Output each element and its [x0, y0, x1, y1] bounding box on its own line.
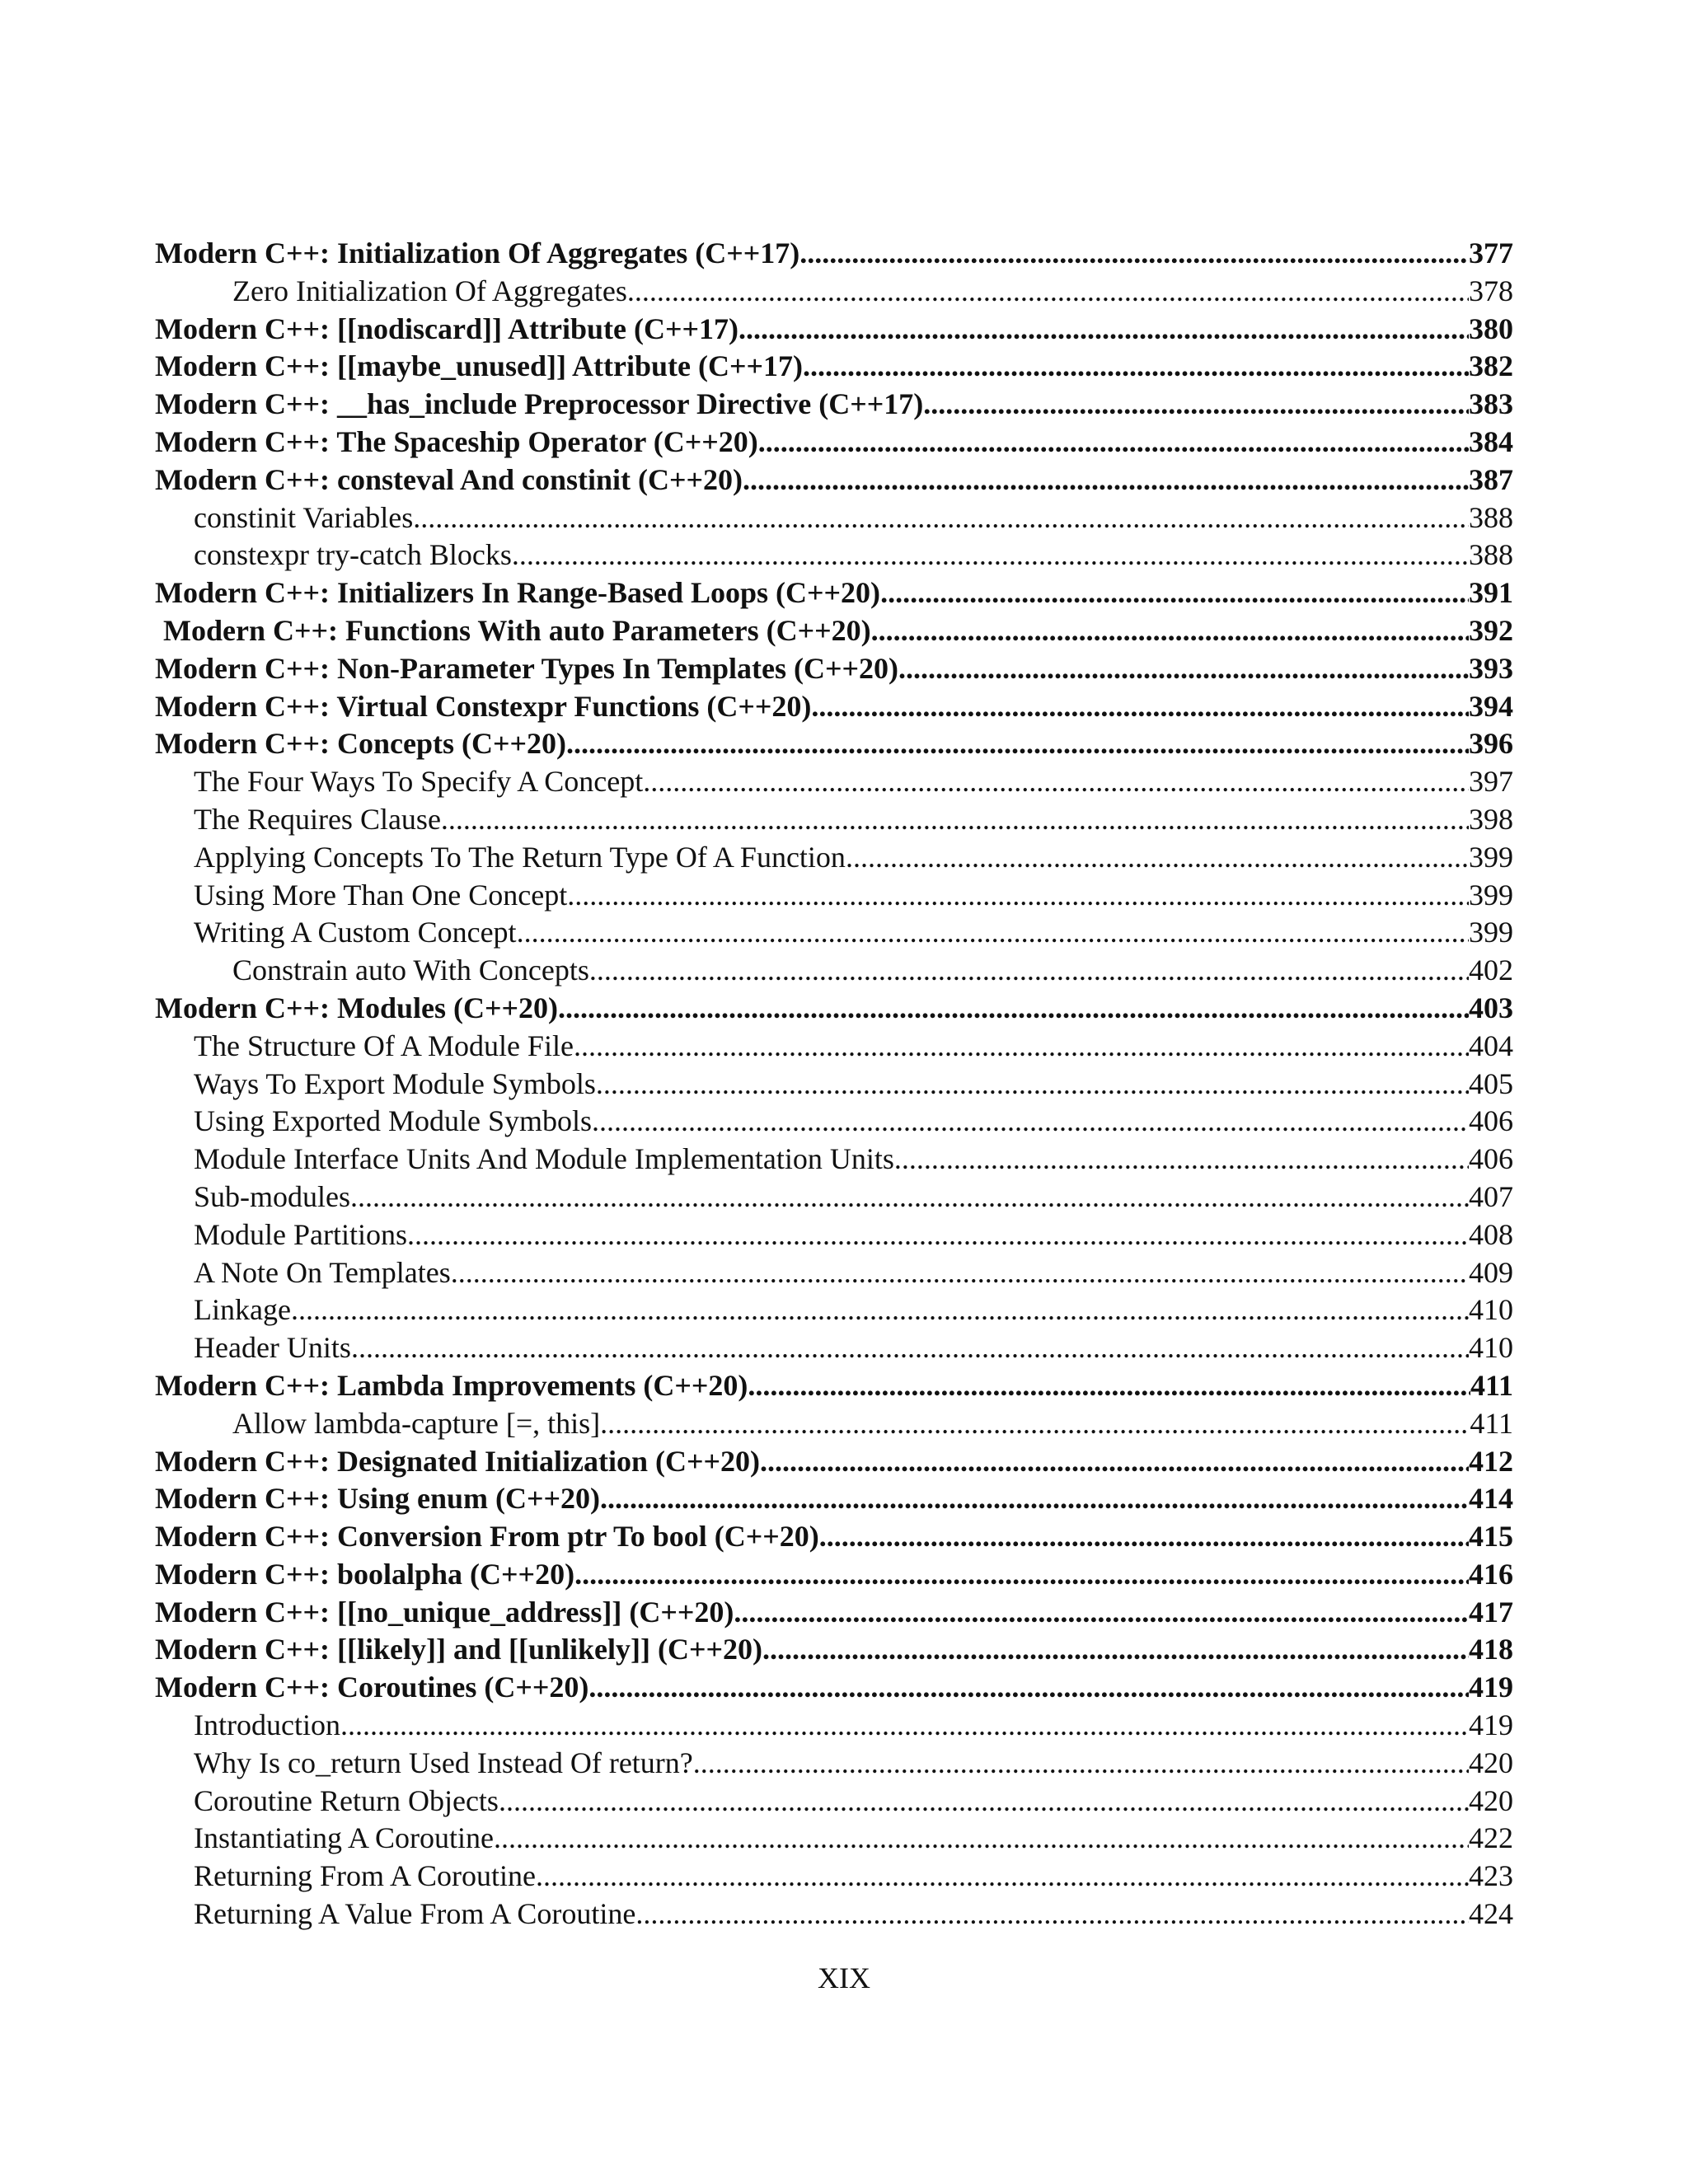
dot-leader — [758, 424, 1469, 462]
toc-entry-page: 420 — [1469, 1746, 1513, 1779]
dot-leader — [340, 1707, 1469, 1745]
toc-entry[interactable] — [155, 1556, 1513, 1594]
dot-leader — [566, 725, 1469, 763]
dot-leader — [898, 650, 1469, 688]
dot-leader — [762, 1631, 1469, 1669]
toc-entry-page: 414 — [1469, 1482, 1513, 1516]
dot-leader — [643, 763, 1469, 801]
toc-entry[interactable] — [155, 499, 1513, 537]
toc-entry[interactable] — [155, 1518, 1513, 1556]
toc-entry[interactable] — [155, 725, 1513, 763]
toc-entry-page: 407 — [1469, 1179, 1513, 1213]
toc-entry-title: Modern C++: [[nodiscard]] Attribute (C++17) — [155, 312, 738, 345]
toc-entry-title: Returning From A Coroutine — [194, 1859, 537, 1893]
dot-leader — [567, 877, 1469, 915]
toc-entry[interactable] — [155, 1405, 1513, 1443]
toc-entry-title: Using Exported Module Symbols — [194, 1104, 592, 1138]
dot-leader — [494, 1820, 1469, 1858]
toc-entry-title: Modern C++: [[maybe_unused]] Attribute (C++17) — [155, 349, 803, 383]
toc-entry-page: 420 — [1469, 1783, 1513, 1817]
toc-entry[interactable] — [155, 1858, 1513, 1896]
dot-leader — [748, 1367, 1470, 1405]
toc-entry[interactable] — [155, 537, 1513, 574]
toc-entry[interactable] — [155, 688, 1513, 726]
toc-entry[interactable] — [155, 1745, 1513, 1783]
dot-leader — [880, 574, 1469, 612]
toc-entry-page: 409 — [1469, 1255, 1513, 1289]
toc-entry-title: Instantiating A Coroutine — [194, 1821, 494, 1855]
toc-entry-page: 382 — [1469, 349, 1513, 383]
dot-leader — [923, 386, 1469, 424]
toc-entry-page: 402 — [1469, 954, 1513, 987]
dot-leader — [734, 1594, 1469, 1632]
toc-entry-title: Using More Than One Concept — [194, 878, 568, 912]
toc-entry-page: 406 — [1469, 1104, 1513, 1138]
toc-entry-page: 383 — [1469, 387, 1513, 421]
toc-entry[interactable] — [155, 1254, 1513, 1292]
toc-entry-page: 408 — [1469, 1217, 1513, 1251]
toc-entry-title: Modern C++: Conversion From ptr To bool (C++20) — [155, 1520, 819, 1554]
toc-entry-page: 412 — [1469, 1444, 1513, 1478]
dot-leader — [799, 235, 1469, 273]
dot-leader — [574, 1028, 1469, 1066]
toc-entry-title: Constrain auto With Concepts — [232, 954, 589, 987]
toc-entry[interactable] — [155, 1896, 1513, 1933]
dot-leader — [413, 499, 1469, 537]
dot-leader — [760, 1443, 1469, 1481]
toc-entry-title: Modern C++: Lambda Improvements (C++20) — [155, 1368, 748, 1402]
dot-leader — [811, 688, 1469, 726]
toc-entry-title: constinit Variables — [194, 500, 414, 534]
toc-entry-title: Returning A Value From A Coroutine — [194, 1897, 636, 1931]
dot-leader — [635, 1896, 1469, 1933]
toc-entry-page: 411 — [1470, 1406, 1513, 1440]
toc-entry-title: Header Units — [194, 1331, 351, 1365]
toc-entry-page: 398 — [1469, 802, 1513, 836]
toc-entry[interactable] — [155, 424, 1513, 462]
toc-entry[interactable] — [155, 1103, 1513, 1141]
dot-leader — [596, 1066, 1469, 1104]
table-of-contents — [155, 235, 1513, 1933]
dot-leader — [517, 914, 1469, 952]
toc-entry[interactable] — [155, 1367, 1513, 1405]
toc-entry[interactable] — [155, 1443, 1513, 1481]
dot-leader — [592, 1103, 1469, 1141]
toc-entry-title: constexpr try-catch Blocks — [194, 538, 512, 572]
toc-entry-title: The Structure Of A Module File — [194, 1029, 574, 1062]
toc-entry[interactable] — [155, 990, 1513, 1028]
toc-entry[interactable] — [155, 1820, 1513, 1858]
toc-entry-title: Modern C++: Concepts (C++20) — [155, 727, 566, 761]
toc-entry-title: Modern C++: Designated Initialization (C++20) — [155, 1444, 761, 1478]
toc-entry-page: 384 — [1469, 424, 1513, 458]
toc-entry-title: The Requires Clause — [194, 802, 441, 836]
toc-entry-page: 387 — [1469, 462, 1513, 496]
toc-entry-title: Modern C++: [[likely]] and [[unlikely]] (C++20) — [155, 1633, 762, 1666]
dot-leader — [600, 1480, 1469, 1518]
dot-leader — [536, 1858, 1469, 1896]
toc-entry-page: 415 — [1469, 1520, 1513, 1554]
toc-entry-title: Modern C++: Initializers In Range-Based Loops (C++20) — [155, 576, 881, 610]
toc-entry-page: 399 — [1469, 878, 1513, 912]
toc-entry-title: Writing A Custom Concept — [194, 916, 517, 949]
toc-entry-page: 424 — [1469, 1897, 1513, 1931]
toc-entry-title: Module Partitions — [194, 1217, 407, 1251]
toc-entry[interactable] — [155, 1631, 1513, 1669]
toc-entry-title: Modern C++: consteval And constinit (C++20) — [155, 462, 743, 496]
dot-leader — [693, 1745, 1469, 1783]
toc-entry-page: 417 — [1469, 1595, 1513, 1629]
toc-entry[interactable] — [155, 574, 1513, 612]
dot-leader — [291, 1291, 1469, 1329]
toc-entry[interactable] — [155, 952, 1513, 990]
toc-entry[interactable] — [155, 763, 1513, 801]
toc-entry-page: 396 — [1469, 727, 1513, 761]
toc-entry-title: Modern C++: Non-Parameter Types In Templates (C++20) — [155, 651, 898, 685]
toc-entry[interactable] — [155, 1783, 1513, 1821]
dot-leader — [350, 1179, 1469, 1216]
dot-leader — [499, 1783, 1469, 1821]
toc-entry[interactable] — [155, 1216, 1513, 1254]
toc-entry-title: Modern C++: Initialization Of Aggregates (C++17) — [155, 237, 800, 269]
toc-entry-title: Applying Concepts To The Return Type Of A Function — [194, 840, 846, 874]
toc-entry[interactable] — [155, 386, 1513, 424]
toc-entry-page: 419 — [1469, 1708, 1513, 1742]
toc-entry-page: 405 — [1469, 1066, 1513, 1100]
toc-entry-page: 393 — [1469, 651, 1513, 685]
toc-entry-page: 410 — [1469, 1293, 1513, 1327]
toc-entry[interactable] — [155, 877, 1513, 915]
toc-entry-title: Sub-modules — [194, 1179, 351, 1213]
toc-entry-title: Allow lambda-capture [=, this] — [232, 1406, 601, 1440]
toc-entry[interactable] — [155, 839, 1513, 877]
toc-entry-title: Zero Initialization Of Aggregates — [232, 274, 627, 307]
dot-leader — [803, 348, 1469, 386]
dot-leader — [451, 1254, 1469, 1292]
toc-entry-page: 419 — [1469, 1671, 1513, 1704]
dot-leader — [574, 1556, 1469, 1594]
toc-entry-page: 416 — [1469, 1557, 1513, 1591]
toc-entry[interactable] — [155, 650, 1513, 688]
toc-entry-page: 380 — [1469, 312, 1513, 345]
toc-entry[interactable] — [155, 1594, 1513, 1632]
dot-leader — [738, 311, 1469, 349]
toc-entry-title: Modern C++: Virtual Constexpr Functions (C++20) — [155, 689, 812, 723]
toc-entry-title: Modern C++: Using enum (C++20) — [155, 1482, 601, 1516]
toc-entry-page: 378 — [1469, 274, 1513, 307]
toc-entry-page: 399 — [1469, 916, 1513, 949]
toc-entry[interactable] — [155, 1179, 1513, 1216]
dot-leader — [743, 462, 1469, 499]
toc-entry-page: 388 — [1469, 538, 1513, 572]
toc-entry-title: The Four Ways To Specify A Concept — [194, 765, 644, 799]
dot-leader — [588, 1669, 1469, 1707]
dot-leader — [600, 1405, 1470, 1443]
toc-entry-page: 397 — [1469, 765, 1513, 799]
toc-entry-title: Modern C++: The Spaceship Operator (C++20) — [155, 424, 758, 458]
toc-entry-page: 394 — [1469, 689, 1513, 723]
toc-entry-page: 403 — [1469, 991, 1513, 1024]
toc-entry-title: Module Interface Units And Module Implementation Units — [194, 1142, 894, 1176]
toc-entry-page: 418 — [1469, 1633, 1513, 1666]
toc-entry-page: 404 — [1469, 1029, 1513, 1062]
toc-entry[interactable] — [155, 1480, 1513, 1518]
toc-entry-page: 388 — [1469, 500, 1513, 534]
toc-entry-page: 399 — [1469, 840, 1513, 874]
toc-entry-page: 410 — [1469, 1331, 1513, 1365]
toc-entry-title: A Note On Templates — [194, 1255, 451, 1289]
toc-entry-page: 423 — [1469, 1859, 1513, 1893]
toc-entry[interactable] — [155, 1669, 1513, 1707]
toc-entry-title: Modern C++: __has_include Preprocessor Directive (C++17) — [155, 387, 924, 421]
toc-entry[interactable] — [155, 801, 1513, 839]
dot-leader — [512, 537, 1469, 574]
dot-leader — [894, 1141, 1469, 1179]
dot-leader — [351, 1329, 1469, 1367]
toc-entry[interactable] — [155, 1028, 1513, 1066]
page-number: XIX — [818, 1961, 870, 1994]
toc-entry-title: Modern C++: Functions With auto Parameters (C++20) — [163, 613, 871, 647]
toc-entry-page: 377 — [1469, 237, 1513, 269]
toc-entry-title: Modern C++: [[no_unique_address]] (C++20) — [155, 1595, 734, 1629]
toc-entry[interactable] — [155, 1707, 1513, 1745]
dot-leader — [819, 1518, 1469, 1556]
toc-entry-title: Ways To Export Module Symbols — [194, 1066, 596, 1100]
toc-entry[interactable] — [155, 462, 1513, 499]
toc-entry-title: Modern C++: Coroutines (C++20) — [155, 1671, 589, 1704]
toc-entry-title: Why Is co_return Used Instead Of return? — [194, 1746, 693, 1779]
toc-entry[interactable] — [155, 1141, 1513, 1179]
toc-entry[interactable] — [155, 1066, 1513, 1104]
dot-leader — [589, 952, 1469, 990]
dot-leader — [846, 839, 1469, 877]
toc-entry[interactable] — [155, 1329, 1513, 1367]
toc-entry-page: 406 — [1469, 1142, 1513, 1176]
toc-entry-title: Linkage — [194, 1293, 291, 1327]
toc-entry-page: 391 — [1469, 576, 1513, 610]
toc-entry[interactable] — [155, 612, 1513, 650]
dot-leader — [441, 801, 1469, 839]
toc-entry-title: Introduction — [194, 1708, 340, 1742]
toc-entry[interactable] — [155, 348, 1513, 386]
toc-entry-title: Modern C++: Modules (C++20) — [155, 991, 559, 1024]
toc-entry[interactable] — [155, 311, 1513, 349]
toc-entry-page: 422 — [1469, 1821, 1513, 1855]
toc-entry-title: Modern C++: boolalpha (C++20) — [155, 1557, 575, 1591]
toc-entry[interactable] — [155, 1291, 1513, 1329]
toc-entry[interactable] — [155, 235, 1513, 273]
toc-entry-title: Coroutine Return Objects — [194, 1783, 499, 1817]
dot-leader — [627, 273, 1469, 311]
dot-leader — [558, 990, 1469, 1028]
toc-entry[interactable] — [155, 273, 1513, 311]
toc-entry-page: 411 — [1470, 1368, 1513, 1402]
dot-leader — [407, 1216, 1469, 1254]
dot-leader — [871, 612, 1469, 650]
toc-entry[interactable] — [155, 914, 1513, 952]
toc-entry-page: 392 — [1469, 613, 1513, 647]
